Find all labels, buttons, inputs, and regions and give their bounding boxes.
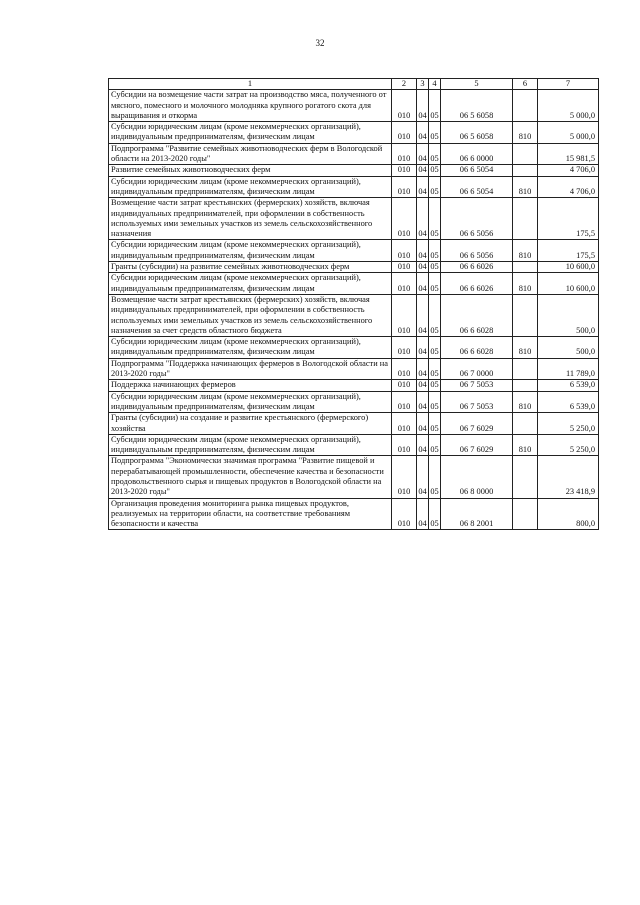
gov-code-cell: 010 [392,413,417,435]
row-name-cell: Субсидии юридическим лицам (кроме некоммерческих организаций), индивидуальным предпринимателям, физическим лицам [109,122,392,144]
column-header: 2 [392,79,417,90]
target-item-cell: 06 8 2001 [441,498,513,530]
table-row [109,240,599,262]
row-name-cell: Возмещение части затрат крестьянских (фермерских) хозяйств, включая индивидуальных предпринимателей, при оформлении в собственность используемых ими земельных участков из земель сельскохозяйственного назначения [109,198,392,240]
section-cell: 04 [418,165,427,175]
section-cell: 04 [417,391,429,413]
expense-type-cell [513,262,538,273]
expense-type-cell [513,380,538,391]
gov-code-cell: 010 [392,498,417,530]
gov-code-cell: 010 [392,122,417,144]
table-row [109,498,599,530]
amount-cell: 5 000,0 [538,90,599,122]
expense-type-cell [513,294,538,336]
subsection-cell: 05 [429,90,441,122]
expense-type-cell: 810 [513,337,538,359]
gov-code-cell: 010 [392,90,417,122]
section-cell: 04 [417,434,429,456]
target-item-cell: 06 6 5054 [441,165,513,176]
table-row [109,143,599,165]
section-cell: 04 [417,198,429,240]
subsection-cell: 05 [430,262,439,272]
row-name-cell: Возмещение части затрат крестьянских (фермерских) хозяйств, включая индивидуальных предпринимателей, при оформлении в собственность используемых ими земельных участков из земель сельскохозяйственного назначения за счет средств областного бюджета [109,294,392,336]
table-row [109,262,599,273]
expense-type-cell: 810 [513,122,538,144]
row-name-cell: Субсидии юридическим лицам (кроме некоммерческих организаций), индивидуальным предпринимателям, физическим лицам [109,434,392,456]
target-item-cell: 06 8 0000 [441,456,513,498]
expense-type-cell [513,90,538,122]
subsection-cell: 05 [430,165,439,175]
row-name-cell: Субсидии юридическим лицам (кроме некоммерческих организаций), индивидуальным предпринимателям, физическим лицам [109,240,392,262]
amount-cell: 10 600,0 [538,273,599,295]
section-cell: 04 [417,358,429,380]
amount-cell: 500,0 [538,294,599,336]
expense-type-cell [513,498,538,530]
gov-code-cell: 010 [392,165,417,176]
subsection-cell: 05 [429,358,441,380]
expense-type-cell: 810 [513,240,538,262]
expense-type-cell [513,456,538,498]
row-name-cell: Субсидии юридическим лицам (кроме некоммерческих организаций), индивидуальным предпринимателям, физическим лицам [109,391,392,413]
column-header: 6 [513,79,538,90]
subsection-cell: 05 [429,434,441,456]
amount-cell: 500,0 [538,337,599,359]
amount-cell: 175,5 [538,240,599,262]
target-item-cell: 06 5 6058 [441,90,513,122]
column-header: 3 [417,79,429,90]
row-name-cell: Поддержка начинающих фермеров [109,380,392,391]
expense-type-cell: 810 [513,391,538,413]
section-cell: 04 [417,273,429,295]
budget-table [108,78,599,530]
amount-cell: 5 000,0 [538,122,599,144]
expense-type-cell: 810 [513,434,538,456]
gov-code-cell: 010 [392,456,417,498]
target-item-cell: 06 7 0000 [441,358,513,380]
gov-code-cell: 010 [392,294,417,336]
target-item-cell: 06 7 6029 [441,434,513,456]
amount-cell: 4 706,0 [538,165,599,176]
table-row [109,434,599,456]
section-cell: 04 [418,380,427,390]
table-row [109,380,599,391]
gov-code-cell: 010 [392,434,417,456]
subsection-cell: 05 [429,337,441,359]
amount-cell: 5 250,0 [538,413,599,435]
expense-type-cell [513,358,538,380]
table-row [109,198,599,240]
subsection-cell: 05 [429,413,441,435]
gov-code-cell: 010 [392,380,417,391]
table-row [109,413,599,435]
gov-code-cell: 010 [392,240,417,262]
target-item-cell: 06 7 5053 [441,391,513,413]
row-name-cell: Развитие семейных животноводческих ферм [109,165,392,176]
row-name-cell: Субсидии на возмещение части затрат на производство мяса, полученного от мясного, помесного и молочного молодняка крупного рогатого скота для выращивания и откорма [109,90,392,122]
amount-cell: 800,0 [538,498,599,530]
target-item-cell: 06 6 5054 [441,176,513,198]
gov-code-cell: 010 [392,176,417,198]
table-row [109,122,599,144]
target-item-cell: 06 6 6028 [441,294,513,336]
target-item-cell: 06 7 5053 [441,380,513,391]
row-name-cell: Подпрограмма "Развитие семейных животноводческих ферм в Вологодской области на 2013-2020 годы" [109,143,392,165]
expense-type-cell [513,198,538,240]
subsection-cell: 05 [429,240,441,262]
table-row [109,358,599,380]
row-name-cell: Субсидии юридическим лицам (кроме некоммерческих организаций), индивидуальным предпринимателям, физическим лицам [109,337,392,359]
gov-code-cell: 010 [392,262,417,273]
section-cell: 04 [417,294,429,336]
page-number: 32 [315,38,325,48]
target-item-cell: 06 6 0000 [441,143,513,165]
section-cell: 04 [417,456,429,498]
subsection-cell: 05 [429,198,441,240]
column-header: 4 [429,79,441,90]
table-row [109,456,599,498]
column-header: 1 [109,79,392,90]
expense-type-cell: 810 [513,273,538,295]
subsection-cell: 05 [429,456,441,498]
gov-code-cell: 010 [392,273,417,295]
gov-code-cell: 010 [392,337,417,359]
amount-cell: 175,5 [538,198,599,240]
row-name-cell: Подпрограмма "Экономически значимая программа "Развитие пищевой и перерабатывающей промышленности, обеспечение качества и безопасности продовольственного сырья и пищевых продуктов в Вологодской области на 2013-2020 годы" [109,456,392,498]
amount-cell: 4 706,0 [538,176,599,198]
section-cell: 04 [417,337,429,359]
expense-type-cell [513,165,538,176]
row-name-cell: Организация проведения мониторинга рынка пищевых продуктов, реализуемых на территории области, на соответствие требованиям безопасности и качества [109,498,392,530]
subsection-cell: 05 [429,498,441,530]
gov-code-cell: 010 [392,358,417,380]
subsection-cell: 05 [429,294,441,336]
section-cell: 04 [417,498,429,530]
section-cell: 04 [417,122,429,144]
section-cell: 04 [417,90,429,122]
row-name-cell: Субсидии юридическим лицам (кроме некоммерческих организаций), индивидуальным предпринимателям, физическим лицам [109,273,392,295]
target-item-cell: 06 5 6058 [441,122,513,144]
amount-cell: 23 418,9 [538,456,599,498]
gov-code-cell: 010 [392,143,417,165]
column-header: 7 [538,79,599,90]
section-cell: 04 [417,143,429,165]
gov-code-cell: 010 [392,198,417,240]
table-row [109,273,599,295]
expense-type-cell [513,413,538,435]
amount-cell: 15 981,5 [538,143,599,165]
amount-cell: 10 600,0 [538,262,599,273]
row-name-cell: Гранты (субсидии) на создание и развитие крестьянского (фермерского) хозяйства [109,413,392,435]
expense-type-cell [513,143,538,165]
target-item-cell: 06 6 5056 [441,240,513,262]
section-cell: 04 [417,176,429,198]
subsection-cell: 05 [429,176,441,198]
amount-cell: 5 250,0 [538,434,599,456]
gov-code-cell: 010 [392,391,417,413]
amount-cell: 11 789,0 [538,358,599,380]
table-row [109,294,599,336]
expense-type-cell: 810 [513,176,538,198]
row-name-cell: Субсидии юридическим лицам (кроме некоммерческих организаций), индивидуальным предпринимателям, физическим лицам [109,176,392,198]
target-item-cell: 06 6 6028 [441,337,513,359]
amount-cell: 6 539,0 [538,391,599,413]
subsection-cell: 05 [429,391,441,413]
column-header: 5 [441,79,513,90]
table-row [109,90,599,122]
target-item-cell: 06 6 6026 [441,262,513,273]
target-item-cell: 06 6 6026 [441,273,513,295]
subsection-cell: 05 [429,143,441,165]
table-row [109,337,599,359]
table-row [109,176,599,198]
table-row [109,391,599,413]
subsection-cell: 05 [430,380,439,390]
subsection-cell: 05 [429,273,441,295]
subsection-cell: 05 [429,122,441,144]
amount-cell: 6 539,0 [538,380,599,391]
table-row [109,165,599,176]
table-header-row [109,79,599,90]
target-item-cell: 06 7 6029 [441,413,513,435]
target-item-cell: 06 6 5056 [441,198,513,240]
section-cell: 04 [417,413,429,435]
section-cell: 04 [418,262,427,272]
section-cell: 04 [417,240,429,262]
row-name-cell: Подпрограмма "Поддержка начинающих фермеров в Вологодской области на 2013-2020 годы" [109,358,392,380]
row-name-cell: Гранты (субсидии) на развитие семейных животноводческих ферм [109,262,392,273]
